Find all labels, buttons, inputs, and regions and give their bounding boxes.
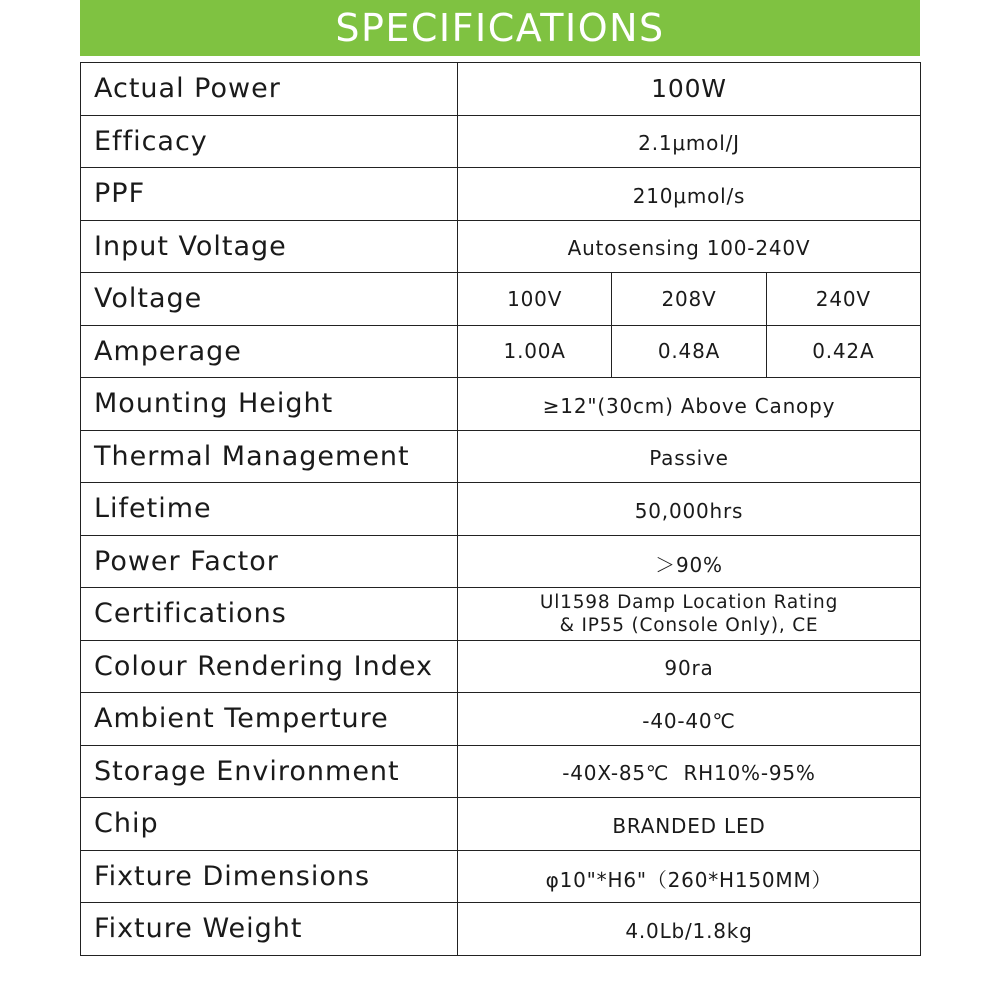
table-row-chip xyxy=(81,798,921,851)
power-factor-value: ＞90% xyxy=(458,535,921,588)
actual-power-value: 100W xyxy=(458,63,921,116)
certifications-label: Certifications xyxy=(81,588,458,641)
voltage-value-1: 100V xyxy=(458,273,612,326)
storage-environment-label: Storage Environment xyxy=(81,745,458,798)
certifications-value-line-1: Ul1598 Damp Location Rating xyxy=(539,591,839,613)
storage-environment-value: -40X-85℃ RH10%-95% xyxy=(458,745,921,798)
fixture-weight-value: 4.0Lb/1.8kg xyxy=(458,903,921,956)
thermal-management-label: Thermal Management xyxy=(81,430,458,483)
lifetime-value: 50,000hrs xyxy=(458,483,921,536)
table-row-fixture-dimensions xyxy=(81,850,921,903)
efficacy-label: Efficacy xyxy=(81,115,458,168)
voltage-value-3: 240V xyxy=(766,273,920,326)
table-row-input-voltage xyxy=(81,220,921,273)
colour-rendering-index-value: 90ra xyxy=(458,640,921,693)
certifications-value xyxy=(458,588,921,641)
table-row-thermal-management xyxy=(81,430,921,483)
table-row-voltage xyxy=(81,273,921,326)
power-factor-label: Power Factor xyxy=(81,535,458,588)
colour-rendering-index-label: Colour Rendering Index xyxy=(81,640,458,693)
specifications-table xyxy=(80,62,921,956)
chip-value: BRANDED LED xyxy=(458,798,921,851)
fixture-dimensions-value: φ10"*H6"（260*H150MM） xyxy=(458,850,921,903)
voltage-value-2: 208V xyxy=(612,273,766,326)
table-row-actual-power xyxy=(81,63,921,116)
amperage-value-2: 0.48A xyxy=(612,325,766,378)
page-title: SPECIFICATIONS xyxy=(335,6,665,50)
table-row-storage-environment xyxy=(81,745,921,798)
lifetime-label: Lifetime xyxy=(81,483,458,536)
chip-label: Chip xyxy=(81,798,458,851)
thermal-management-value: Passive xyxy=(458,430,921,483)
amperage-value-1: 1.00A xyxy=(458,325,612,378)
table-row-ambient-temperature xyxy=(81,693,921,746)
ppf-value: 210μmol/s xyxy=(458,168,921,221)
table-row-power-factor xyxy=(81,535,921,588)
fixture-weight-label: Fixture Weight xyxy=(81,903,458,956)
table-row-mounting-height xyxy=(81,378,921,431)
table-row-efficacy xyxy=(81,115,921,168)
certifications-value-line-2: & IP55 (Console Only), CE xyxy=(559,614,819,636)
actual-power-label: Actual Power xyxy=(81,63,458,116)
table-row-fixture-weight xyxy=(81,903,921,956)
input-voltage-value: Autosensing 100-240V xyxy=(458,220,921,273)
amperage-value-3: 0.42A xyxy=(766,325,920,378)
table-row-certifications xyxy=(81,588,921,641)
amperage-label: Amperage xyxy=(81,325,458,378)
ambient-temperature-value: -40-40℃ xyxy=(458,693,921,746)
voltage-label: Voltage xyxy=(81,273,458,326)
mounting-height-label: Mounting Height xyxy=(81,378,458,431)
efficacy-value: 2.1μmol/J xyxy=(458,115,921,168)
input-voltage-label: Input Voltage xyxy=(81,220,458,273)
table-row-lifetime xyxy=(81,483,921,536)
mounting-height-value: ≥12"(30cm) Above Canopy xyxy=(458,378,921,431)
fixture-dimensions-label: Fixture Dimensions xyxy=(81,850,458,903)
ppf-label: PPF xyxy=(81,168,458,221)
ambient-temperature-label: Ambient Temperture xyxy=(81,693,458,746)
table-row-ppf xyxy=(81,168,921,221)
specifications-header xyxy=(80,0,920,56)
table-row-colour-rendering-index xyxy=(81,640,921,693)
table-row-amperage xyxy=(81,325,921,378)
